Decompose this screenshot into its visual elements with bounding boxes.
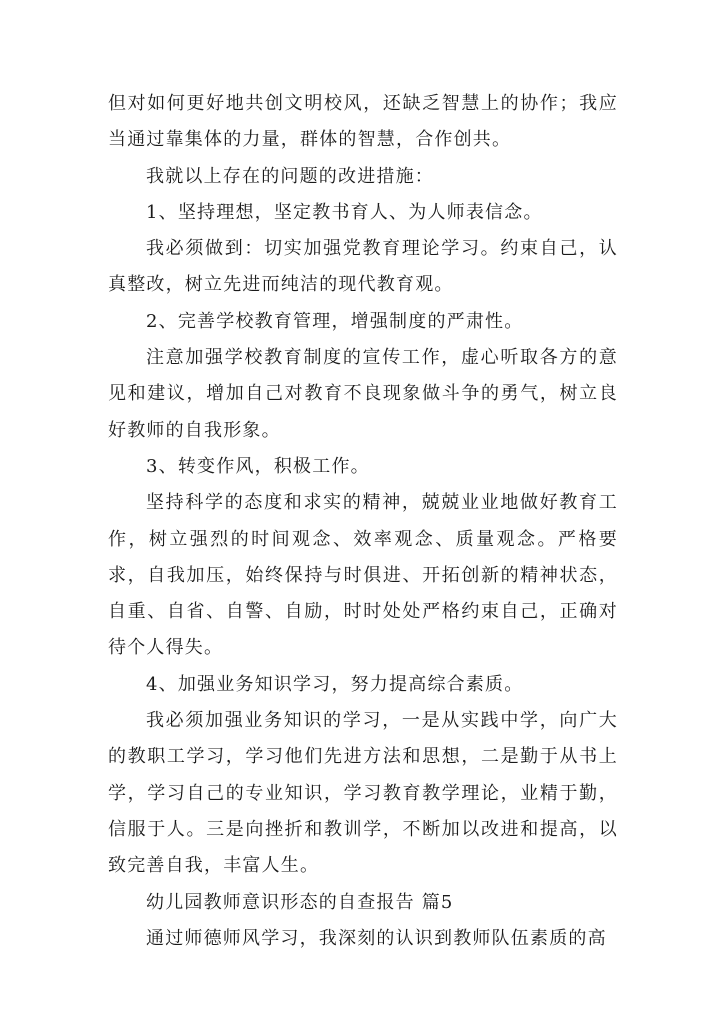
section-title-part-5: 幼儿园教师意识形态的自查报告 篇5 [146, 891, 454, 913]
heading-item-3: 3、转变作风，积极工作。 [146, 455, 370, 477]
heading-item-1: 1、坚持理想，坚定教书育人、为人师表信念。 [146, 201, 543, 223]
paragraph-part-5-start: 通过师德师风学习，我深刻的认识到教师队伍素质的高 [146, 927, 607, 949]
paragraph-item-3-body: 坚持科学的态度和求实的精神，兢兢业业地做好教育工作，树立强烈的时间观念、效率观念、质量观念。严格要求，自我加压，始终保持与时俱进、开拓创新的精神状态，自重、自省、自警、自励，时时处处严格约束自己，正确对待个人得失。 [108, 492, 618, 659]
paragraph-item-1-body: 我必须做到：切实加强党教育理论学习。约束自己，认真整改，树立先进而纯洁的现代教育观。 [108, 238, 618, 296]
paragraph-intro-measures: 我就以上存在的问题的改进措施： [146, 165, 434, 187]
paragraph-item-2-body: 注意加强学校教育制度的宣传工作，虚心听取各方的意见和建议，增加自己对教育不良现象做斗争的勇气，树立良好教师的自我形象。 [108, 347, 618, 441]
heading-item-2: 2、完善学校教育管理，增强制度的严肃性。 [146, 310, 524, 332]
heading-item-4: 4、加强业务知识学习，努力提高综合素质。 [146, 673, 524, 695]
paragraph-item-4-body: 我必须加强业务知识的学习，一是从实践中学，向广大的教职工学习，学习他们先进方法和思想，二是勤于从书上学，学习自己的专业知识，学习教育教学理论，业精于勤，信服于人。三是向挫折和教训学，不断加以改进和提高，以致完善自我，丰富人生。 [108, 710, 618, 877]
paragraph-continuation: 但对如何更好地共创文明校风，还缺乏智慧上的协作；我应当通过靠集体的力量，群体的智慧，合作创共。 [108, 93, 618, 151]
document-body [108, 86, 618, 957]
